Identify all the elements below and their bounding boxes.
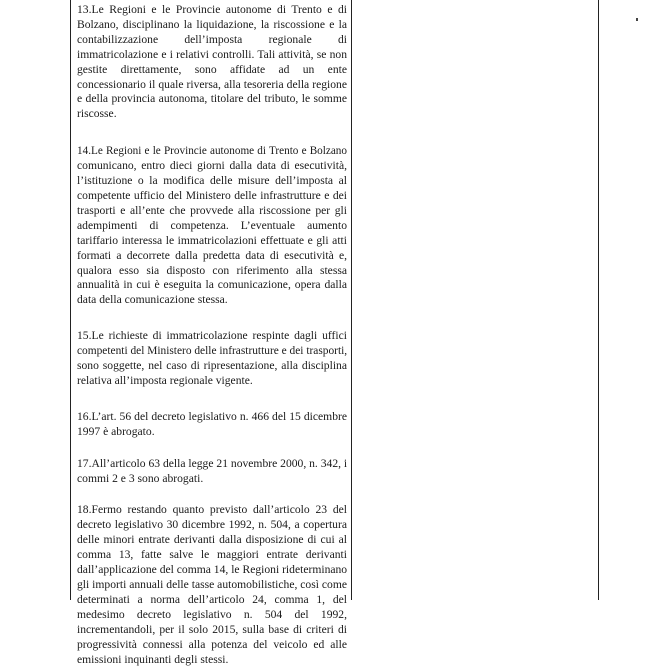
text-line: competenti del Ministero delle infrastrutture e dei trasporti, (77, 345, 348, 358)
text-line: incrementandoli, per il solo 2015, sulla base di criteri di (77, 622, 347, 636)
text-line: riscosse. (77, 107, 117, 121)
left-column-text (77, 3, 347, 667)
paragraph-16 (77, 410, 347, 440)
text-line: annualità in cui è eseguita la comunicazione, opera dalla (77, 278, 347, 292)
text-line: dall’applicazione del comma 14, le Regioni rideterminano (77, 563, 348, 577)
text-line: trasporti e all’ente che provvede alla riscossione per gli (77, 203, 347, 217)
text-line: l’istituzione o la modifica delle misure dell’imposta al (77, 174, 347, 188)
text-line: 13.Le Regioni e le Provincie autonome di Trento e di (77, 3, 347, 16)
text-line: 17.All’articolo 63 della legge 21 novembre 2000, n. 342, i (77, 456, 348, 470)
table-left-border (70, 0, 71, 600)
text-line: comunicano, entro dieci giorni dalla data di esecutività, (77, 159, 347, 173)
text-line: gestite direttamente, sono affidate ad un ente (77, 62, 347, 76)
text-line: emissioni inquinanti degli stessi. (77, 652, 229, 666)
text-line: determinati a norma dell’articolo 24, comma 1, del (77, 592, 347, 606)
text-line: formati a decorrete dalla predetta data di esecutività e, (77, 248, 347, 262)
text-line: Bolzano, disciplinano la liquidazione, la riscossione e la (77, 17, 347, 31)
text-line: gli importi annuali delle tasse automobilistiche, così come (77, 578, 347, 591)
paragraph-14 (77, 144, 347, 308)
paragraph-15 (77, 329, 347, 389)
text-line: 18.Fermo restando quanto previsto dall’articolo 23 del (77, 503, 347, 517)
text-line: qualora esso sia disposto con riferimento alla stessa (77, 263, 347, 277)
text-line: medesimo decreto legislativo n. 504 del 1992, (77, 607, 347, 621)
text-line: sono soggette, nel caso di ripresentazione, alla disciplina (77, 359, 347, 373)
text-line: adempimenti di competenza. L’eventuale aumento (77, 218, 347, 232)
paragraph-13 (77, 3, 347, 122)
paragraph-18 (77, 503, 347, 667)
table-right-border (598, 0, 599, 600)
text-line: commi 2 e 3 sono abrogati. (77, 471, 204, 485)
text-line: contabilizzazione dell’imposta regionale di (77, 32, 347, 46)
table-column-divider (351, 0, 352, 600)
text-line: 1997 è abrogato. (77, 424, 155, 438)
text-line: 16.L’art. 56 del decreto legislativo n. 466 del 15 dicembre (77, 409, 347, 423)
text-line: tariffario interessa le immatricolazioni effettuate e gli atti (77, 233, 347, 247)
text-line: comma 13, fatte salve le maggiori entrate derivanti (77, 548, 347, 562)
text-line: delle minori entrate derivanti dalla disposizione di cui al (77, 533, 347, 547)
text-line: 15.Le richieste di immatricolazione respinte dagli uffici (77, 329, 347, 343)
text-line: concessionario il quale riversa, alla tesoreria della regione (77, 77, 347, 91)
text-line: data della comunicazione stessa. (77, 293, 228, 307)
scan-speck (636, 18, 638, 21)
text-line: relativa all’imposta regionale vigente. (77, 373, 253, 387)
paragraph-17 (77, 457, 347, 487)
text-line: immatricolazione e i relativi controlli. Tali attività, se non (77, 47, 347, 61)
text-line: 14.Le Regioni e le Provincie autonome di Trento e Bolzano (77, 145, 347, 158)
text-line: competente ufficio del Ministero delle infrastrutture e dei (77, 188, 347, 202)
text-line: decreto legislativo 30 dicembre 1992, n. 504, a copertura (77, 518, 347, 532)
text-line: e della provincia autonoma, titolare del tributo, le somme (77, 92, 347, 106)
text-line: progressività connessi alla potenza del veicolo ed alle (77, 637, 347, 651)
